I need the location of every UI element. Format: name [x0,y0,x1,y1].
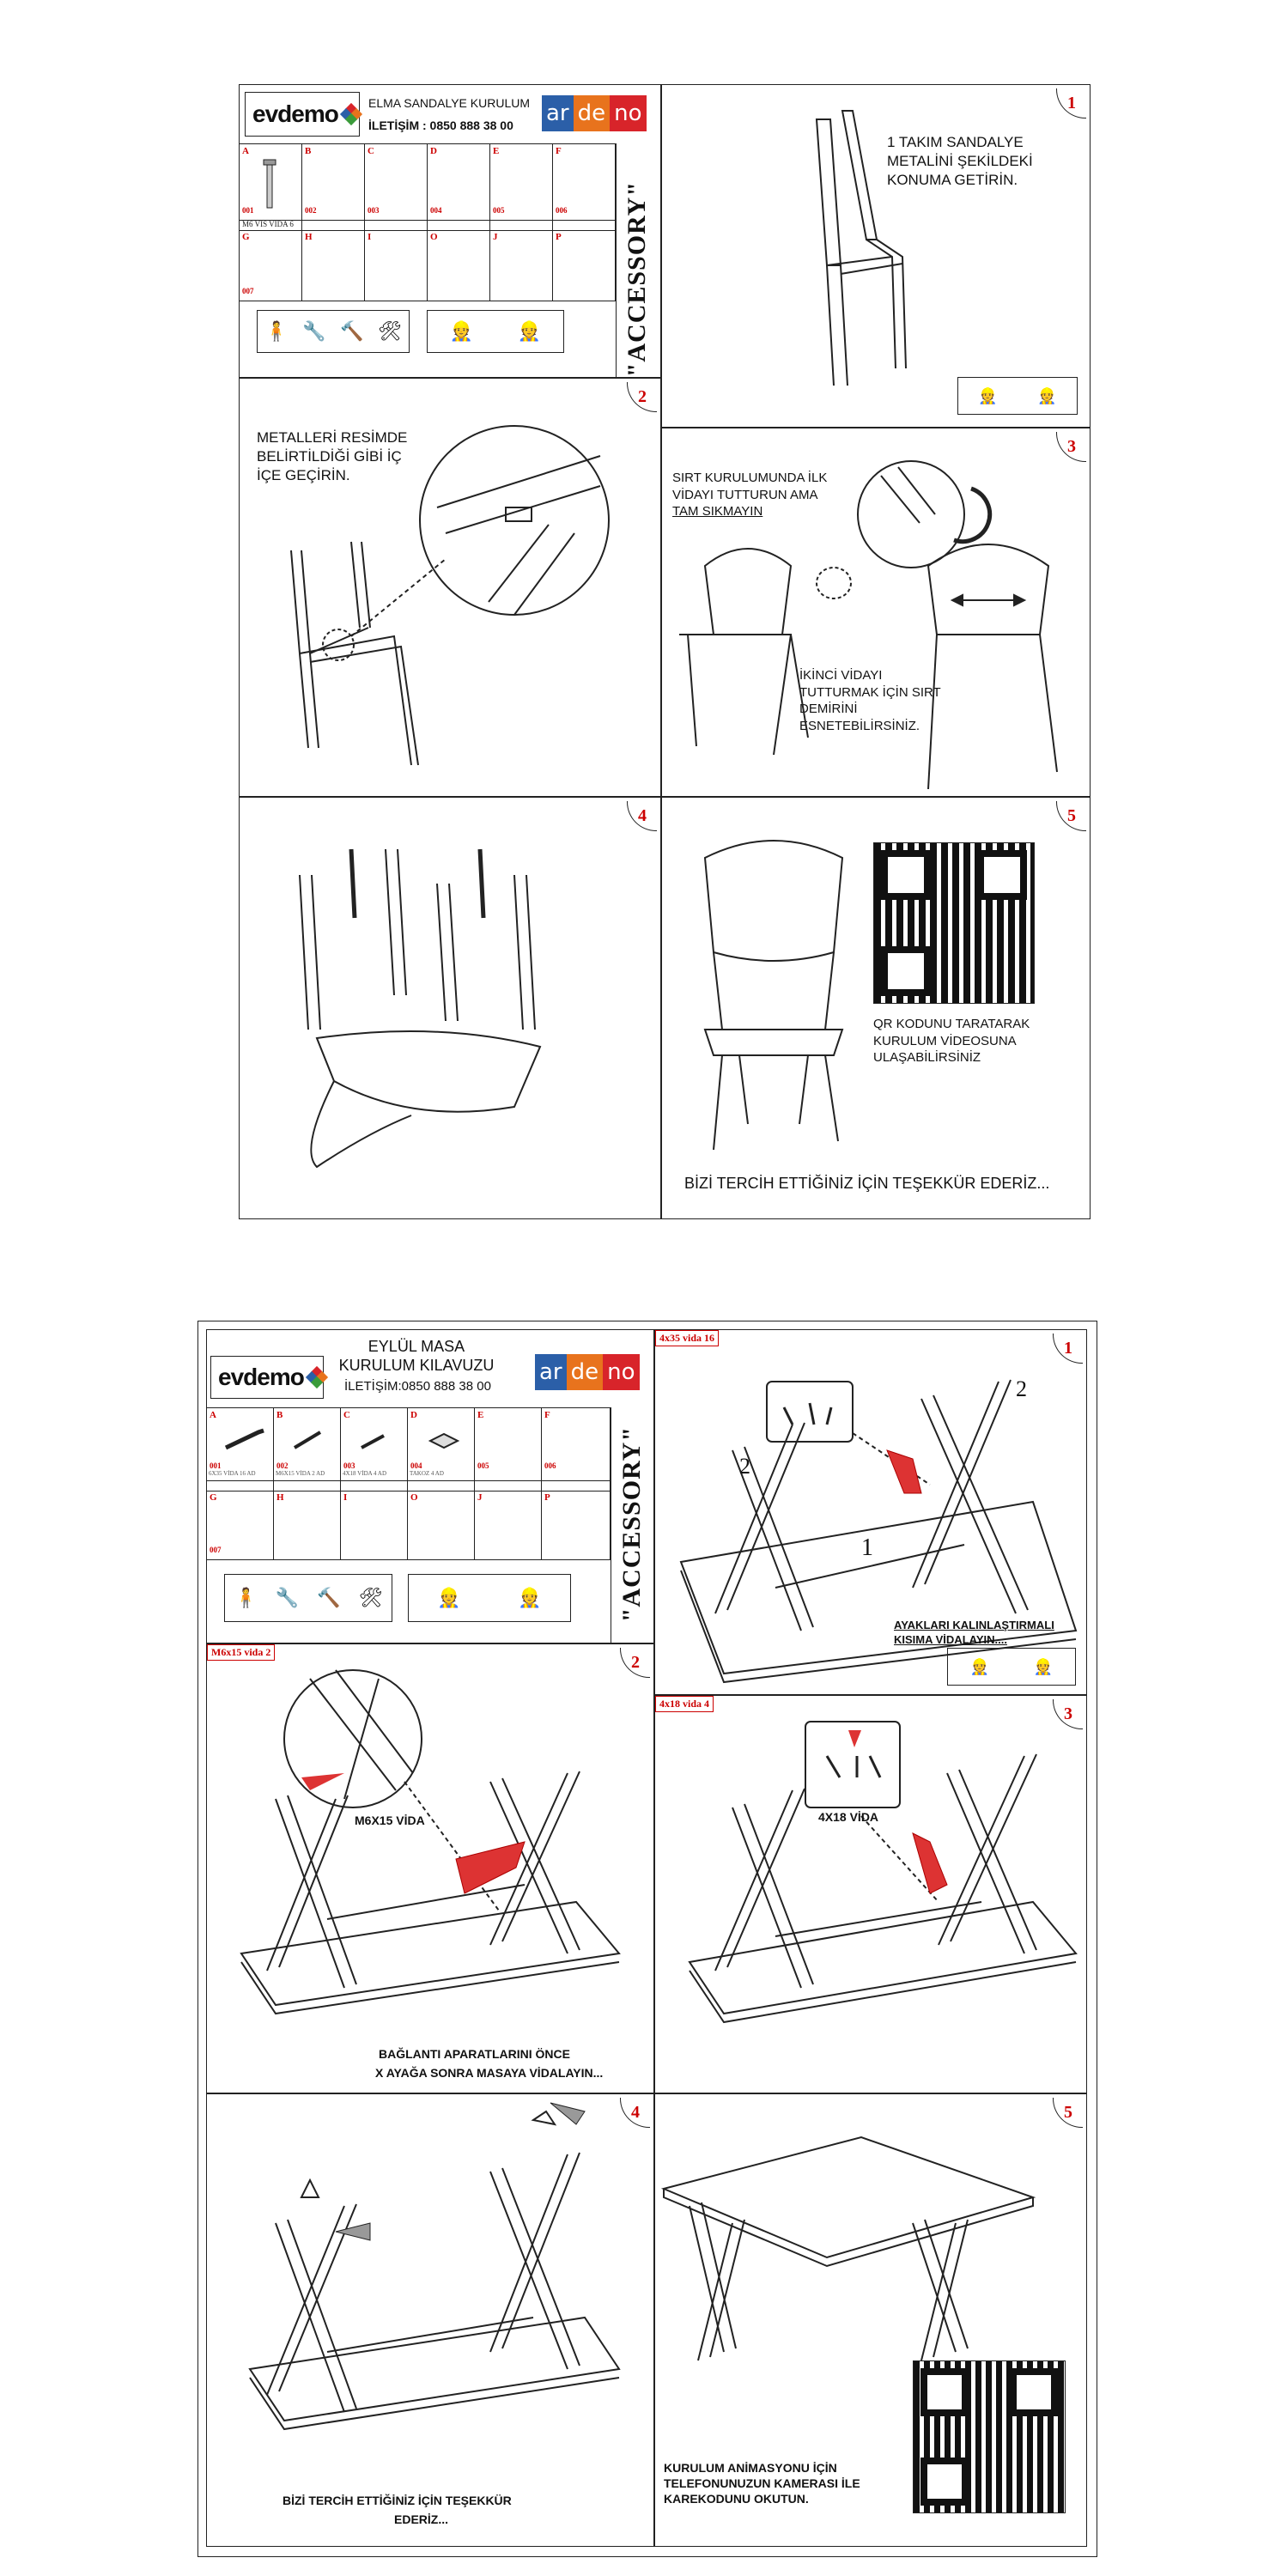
logo-mark-icon [307,1368,323,1387]
screw-tag: 4x18 vida 4 [655,1696,714,1712]
brand-ardeno: ar de no [542,95,647,131]
header-panel-table [206,1329,654,1643]
part-letter: P [556,232,562,242]
part-code: 002 [305,206,317,215]
part-code: 006 [556,206,568,215]
header-title: ELMA SANDALYE KURULUM [368,96,531,110]
part-letter: D [410,1410,417,1420]
step-number: 4 [620,2098,650,2128]
part-letter: F [556,146,562,156]
step-2-chair [239,378,661,797]
screw-icon [360,1429,394,1455]
part-a-label: M6 VİS VİDA 6 [242,220,294,228]
part-letter: G [210,1492,217,1503]
part-code: 006 [544,1461,556,1470]
part-letter: A [210,1410,216,1420]
table-block-illustration [655,1696,1087,2093]
step-4-table [206,2093,654,2547]
hammer-icon: 🔨 [317,1587,341,1608]
step-number: 3 [1056,432,1086,462]
part-code: 004 [430,206,442,215]
parts-grid [240,143,616,301]
person-icon: 🧍 [264,320,289,342]
part-label: 6X35 VİDA 16 AD [209,1470,256,1477]
step-3-zoom-label: 4X18 VİDA [818,1810,879,1824]
accessory-label-table: "ACCESSORY" [617,1426,646,1623]
logo-evdemo: evdemo [245,92,360,137]
step-2-text-1: BAĞLANTI APARATLARINI ÖNCE [379,2047,570,2061]
part-code: 007 [210,1546,222,1554]
table-title-1: EYLÜL MASA [368,1338,465,1355]
part-code: 001 [242,206,254,215]
logo-mark-icon [342,105,359,124]
drill-icon: 🛠 [358,1587,383,1608]
step-3-chair [661,428,1091,797]
part-letter: P [544,1492,550,1503]
step-1-label-2a: 2 [739,1454,750,1479]
step-number: 5 [1053,2098,1083,2128]
part-code: 002 [276,1461,289,1470]
part-letter: I [343,1492,348,1503]
brand-ardeno-table: ar de no [535,1354,640,1390]
qr-code-chair [873,842,1035,1004]
workers-icon: 👷 [517,320,542,342]
step-1-label-2b: 2 [1016,1376,1027,1401]
part-letter: C [368,146,374,156]
wrench-icon: 🔧 [302,320,326,342]
screw-icon [261,160,278,211]
step-number: 1 [1053,1334,1083,1364]
part-code: 001 [210,1461,222,1470]
screw-tag: 4x35 vida 16 [655,1330,719,1346]
step-3-text-a: SIRT KURULUMUNDA İLK VİDAYI TUTTURUN AMA TAM SIKMAYIN [672,471,828,519]
qr-code-table [913,2360,1066,2513]
part-letter: O [430,232,438,242]
thanks-text-1-table: BİZİ TERCİH ETTİĞİNİZ İÇİN TEŞEKKÜR [283,2494,512,2507]
tools-box-table [224,1574,392,1622]
step-1-text: 1 TAKIM SANDALYE METALİNİ ŞEKİLDEKİ KONUMA GETİRİN. [887,134,1033,189]
table-bracket-illustration [207,1644,654,2093]
part-letter: E [477,1410,484,1420]
thanks-text-2-table: EDERİZ... [394,2512,449,2526]
workers-icon: 👷 [518,1587,542,1608]
workers-icon: 👷 [978,386,998,404]
step-1-chair [661,84,1091,428]
chair-seat-underside-illustration [283,823,574,1184]
accessory-label: "ACCESSORY" [623,181,651,378]
step-3-text-c: İKİNCİ VİDAYI TUTTURMAK İÇİN SIRT DEMİRİNİ ESNETEBİLİRSİNİZ. [799,668,941,733]
part-letter: O [410,1492,418,1503]
step-number: 2 [627,382,657,412]
wrench-icon: 🔧 [275,1587,300,1608]
workers-icon: 👷 [1033,1657,1054,1675]
part-letter: E [493,146,500,156]
step-number: 1 [1056,88,1086,118]
step-2-text: METALLERİ RESİMDE BELİRTİLDİĞİ GİBİ İÇ İÇE GEÇİRİN. [257,429,408,484]
part-letter: G [242,232,250,242]
chair-frame-illustration [799,111,937,403]
part-label: TAKOZ 4 AD [410,1470,444,1477]
step-number: 4 [627,801,657,831]
step-5-chair [661,797,1091,1219]
helpers-box-table [408,1574,571,1622]
chair-backrest-illustration [662,428,1091,797]
workers-icon: 👷 [437,1587,461,1608]
part-code: 005 [493,206,505,215]
parts-grid-table [207,1407,611,1559]
step-number: 5 [1056,801,1086,831]
step-2-text-2: X AYAĞA SONRA MASAYA VİDALAYIN... [375,2066,604,2080]
part-letter: F [544,1410,550,1420]
part-letter: H [305,232,313,242]
step-1-table [654,1329,1087,1695]
part-label: M6X15 VİDA 2 AD [276,1470,325,1477]
screw-icon [224,1427,267,1453]
part-letter: D [430,146,437,156]
step-1-text: AYAKLARI KALINLAŞTIRMALI KISIMA VİDALAYIN.... [894,1619,1054,1646]
part-code: 003 [343,1461,355,1470]
step-2-zoom-label: M6X15 VİDA [355,1814,425,1827]
step-3-table [654,1695,1087,2093]
helpers-box-step1 [957,377,1078,415]
part-code: 005 [477,1461,489,1470]
step-number: 2 [620,1648,650,1678]
step-4-chair [239,797,661,1219]
workers-icon: 👷 [1037,386,1057,404]
screw-tag: M6x15 vida 2 [207,1644,275,1661]
tools-box-chair [257,310,410,353]
part-label: 4X18 VİDA 4 AD [343,1470,387,1477]
chair-metal-join-illustration [257,404,652,782]
header-panel-chair [239,84,661,378]
step-5-table [654,2093,1087,2547]
part-letter: B [305,146,312,156]
table-pads-illustration [207,2094,654,2547]
person-icon: 🧍 [234,1587,258,1608]
chair-assembled-illustration [688,832,860,1158]
workers-icon: 👷 [969,1657,990,1675]
step-1-label-1: 1 [861,1534,873,1561]
helpers-box-chair [427,310,564,353]
hammer-icon: 🔨 [339,320,364,342]
header-contact: İLETİŞİM : 0850 888 38 00 [368,118,513,132]
part-letter: B [276,1410,283,1420]
logo-evdemo-table: evdemo [210,1356,324,1399]
part-letter: C [343,1410,350,1420]
part-letter: H [276,1492,284,1503]
table-title-2: KURULUM KILAVUZU [338,1357,495,1374]
part-code: 007 [242,287,254,295]
block-icon [427,1429,461,1455]
step-2-table [206,1643,654,2093]
helpers-box-step1-table [947,1648,1076,1686]
drill-icon: 🛠 [377,320,402,342]
part-letter: J [477,1492,483,1503]
step-3-warning: TAM SIKMAYIN [672,504,763,519]
part-code: 003 [368,206,380,215]
part-letter: A [242,146,249,156]
part-letter: J [493,232,498,242]
thanks-text-chair: BİZİ TERCİH ETTİĞİNİZ İÇİN TEŞEKKÜR EDERİZ... [684,1175,1050,1192]
part-letter: I [368,232,372,242]
screw-icon [293,1427,327,1453]
part-code: 004 [410,1461,422,1470]
qr-instruction: QR KODUNU TARATARAK KURULUM VİDEOSUNA ULAŞABİLİRSİNİZ [873,1017,1030,1065]
workers-icon: 👷 [449,320,474,342]
qr-instruction-table: KURULUM ANİMASYONU İÇİN TELEFONUNUZUN KAMERASI İLE KAREKODUNU OKUTUN. [664,2461,860,2506]
step-number: 3 [1053,1699,1083,1729]
table-contact: İLETİŞİM:0850 888 38 00 [344,1379,491,1394]
